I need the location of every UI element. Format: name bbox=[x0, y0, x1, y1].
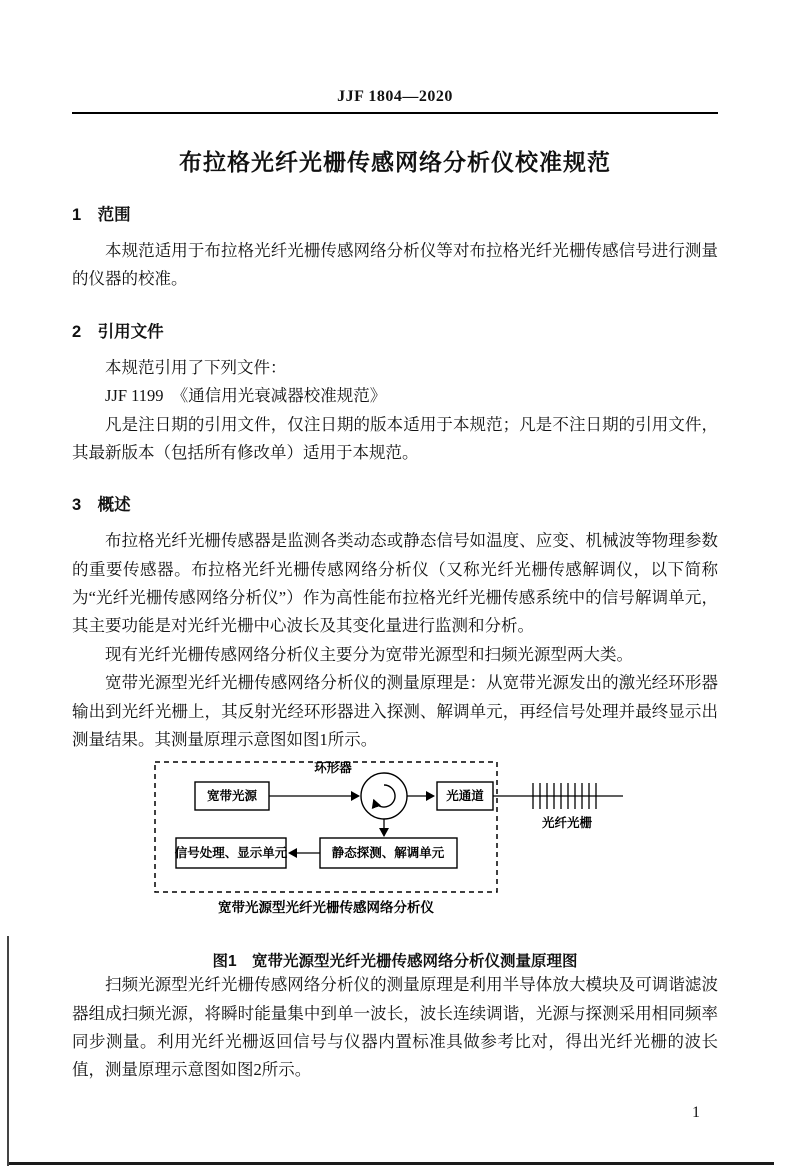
header-rule bbox=[72, 112, 718, 114]
broadband-source-label: 宽带光源 bbox=[206, 789, 258, 804]
analyzer-system-label: 宽带光源型光纤光栅传感网络分析仪 bbox=[218, 900, 434, 916]
figure1-caption: 图1 宽带光源型光纤光栅传感网络分析仪测量原理图 bbox=[212, 953, 578, 971]
circulator-arrow-icon bbox=[374, 785, 395, 807]
signal-display-label: 信号处理、显示单元 bbox=[174, 846, 288, 861]
references-dating-note: 凡是注日期的引用文件，仅注日期的版本适用于本规范；凡是不注日期的引用文件，其最新版本（包括所有修改单）适用于本规范。 bbox=[72, 414, 718, 462]
overview-paragraph-1: 布拉格光纤光栅传感器是监测各类动态或静态信号如温度、应变、机械波等物理参数的重要传感器。布拉格光纤光栅传感网络分析仪（又称光纤光栅传感解调仪，以下简称为“光纤光栅传感网络分析仪”）作为高性能布拉格光纤光栅传感系统中的信号解调单元，其主要功能是对光纤光栅中心波长及其变化量进行监测和分析。 bbox=[72, 531, 718, 636]
circulator-symbol bbox=[361, 773, 407, 819]
circulator-label: 环形器 bbox=[314, 761, 352, 776]
scope-paragraph: 本规范适用于布拉格光纤光栅传感网络分析仪等对布拉格光纤光栅传感信号进行测量的仪器的校准。 bbox=[72, 241, 718, 289]
scan-edge-left-artifact bbox=[7, 936, 9, 1166]
optical-channel-label: 光通道 bbox=[446, 789, 484, 804]
section-2-heading: 2 引用文件 bbox=[72, 322, 164, 341]
page-number: 1 bbox=[692, 1104, 700, 1121]
overview-paragraph-2: 现有光纤光栅传感网络分析仪主要分为宽带光源型和扫频光源型两大类。 bbox=[105, 644, 633, 664]
section-1-heading: 1 范围 bbox=[72, 206, 131, 224]
references-intro: 本规范引用了下列文件： bbox=[105, 357, 287, 377]
document-title: 布拉格光纤光栅传感网络分析仪校准规范 bbox=[179, 149, 611, 175]
figure1-diagram bbox=[72, 760, 718, 920]
scan-edge-bottom-artifact bbox=[8, 1162, 774, 1165]
figure1 bbox=[72, 760, 718, 971]
overview-paragraph-3: 宽带光源型光纤光栅传感网络分析仪的测量原理是：从宽带光源发出的激光经环形器输出到光纤光栅上，其反射光经环形器进入探测、解调单元，再经信号处理并最终显示出测量结果。其测量原理示意图如图1所示。 bbox=[72, 673, 718, 749]
doc-number: JJF 1804—2020 bbox=[337, 88, 453, 105]
overview-paragraph-4: 扫频光源型光纤光栅传感网络分析仪的测量原理是利用半导体放大模块及可调谐滤波器组成扫频光源，将瞬时能量集中到单一波长，波长连续调谐，光源与探测采用相同频率同步测量。利用光纤光栅返回信号与仪器内置标准具做参考比对，得出光纤光栅的波长值，测量原理示意图如图2所示。 bbox=[72, 975, 718, 1080]
reference-item-jjf1199: JJF 1199 《通信用光衰减器校准规范》 bbox=[105, 386, 387, 406]
section-3-heading: 3 概述 bbox=[72, 496, 131, 515]
fiber-grating-label: 光纤光栅 bbox=[541, 816, 593, 831]
static-detection-label: 静态探测、解调单元 bbox=[331, 846, 445, 861]
